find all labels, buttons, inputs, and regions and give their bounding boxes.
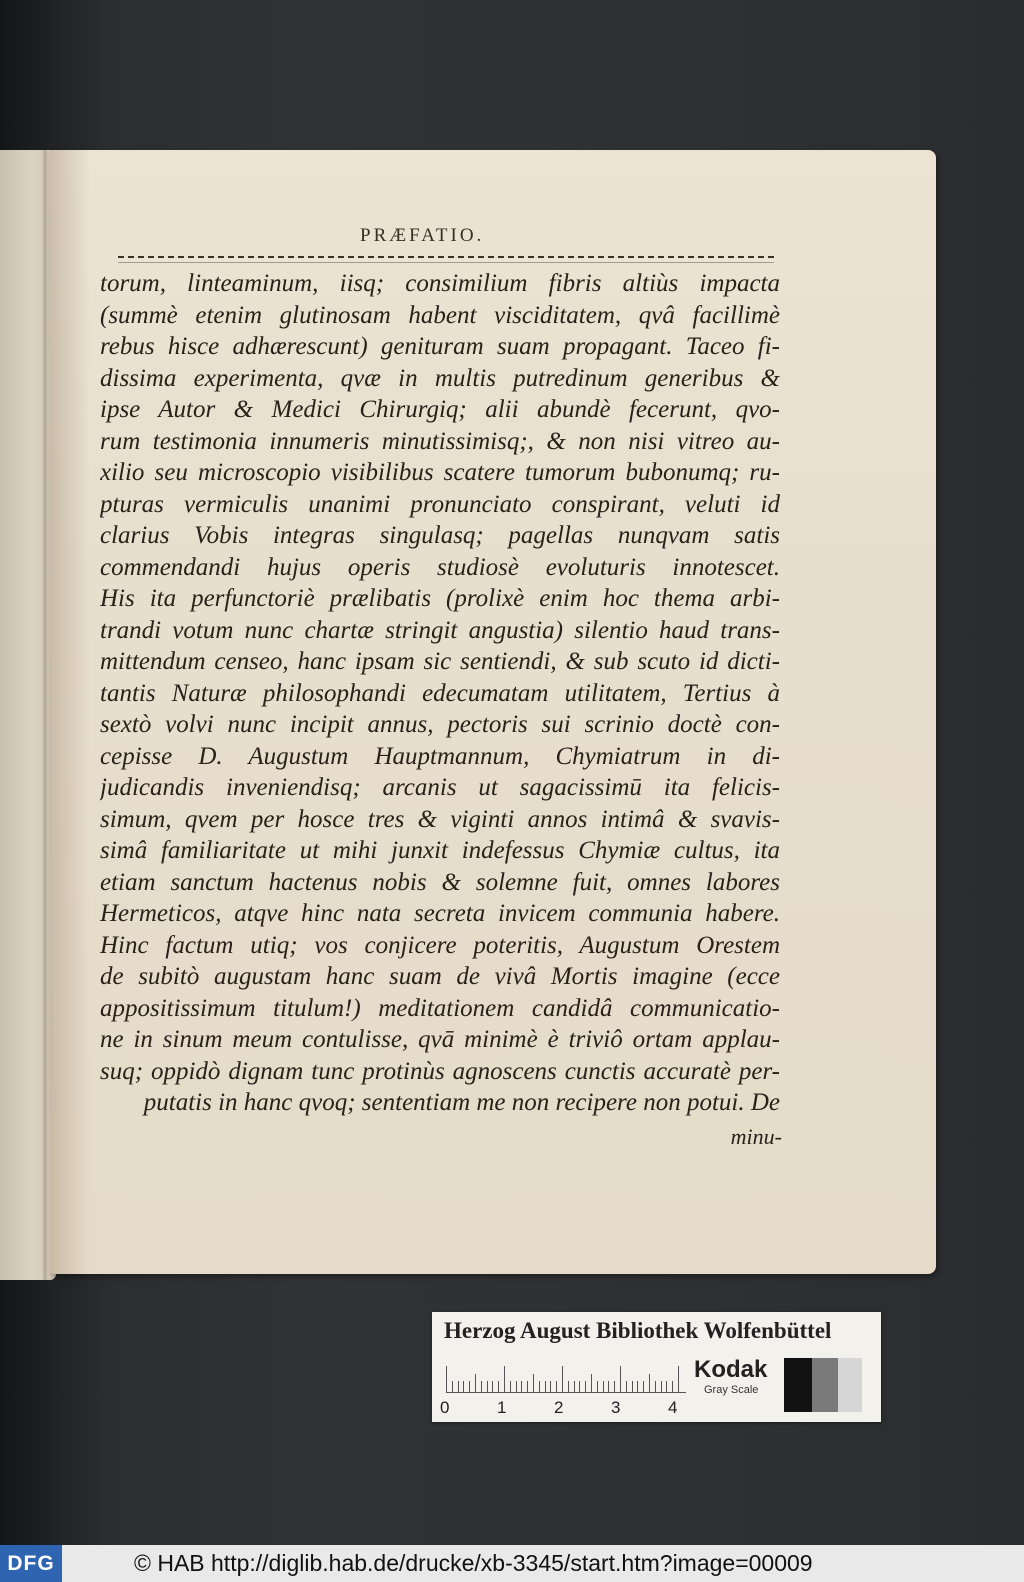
ruler-tick (678, 1366, 679, 1392)
ruler-tick (533, 1374, 534, 1392)
ruler-tick (661, 1381, 662, 1392)
text-line: clarius Vobis integras singulasq; pagellas nunqvam satis (100, 522, 780, 549)
text-line: trandi votum nunc chartæ stringit angustia) silentio haud trans- (100, 616, 780, 644)
kodak-logo: Kodak (694, 1356, 768, 1383)
ruler-tick (603, 1381, 604, 1392)
footer-bar (0, 1545, 1024, 1582)
ruler-tick (620, 1366, 621, 1392)
gray-patch-black (784, 1358, 812, 1412)
text-line: pturas vermiculis unanimi pronunciato conspirant, veluti id (100, 490, 780, 518)
text-line: judicandis inveniendisq; arcanis ut sagacissimū ita felicis- (100, 774, 780, 801)
left-page-edge (0, 150, 56, 1280)
ruler-tick (463, 1381, 464, 1392)
text-line: tantis Naturæ philosophandi edecumatam utilitatem, Tertius à (100, 679, 780, 707)
text-line: ne in sinum meum contulisse, qvā minimè è triviô ortam applau- (100, 1026, 780, 1053)
ruler-tick (608, 1381, 609, 1392)
ruler-tick (498, 1381, 499, 1392)
text-line: Hermeticos, atqve hinc nata secreta invicem communia habere. (100, 900, 780, 927)
text-line: commendandi hujus operis studiosè evoluturis innotescet. (100, 553, 780, 581)
text-line: His ita perfunctoriè prælibatis (prolixè enim hoc thema arbi- (100, 585, 780, 612)
ruler-tick (481, 1381, 482, 1392)
text-line: etiam sanctum hactenus nobis & solemne fuit, omnes labores (100, 868, 780, 896)
gray-patch-light (838, 1358, 862, 1412)
dfg-logo: DFG (0, 1545, 62, 1582)
text-line: xilio seu microscopio visibilibus scatere tumorum bubonumq; ru- (100, 459, 780, 486)
gray-scale-label: Gray Scale (704, 1384, 759, 1396)
ruler-tick (579, 1381, 580, 1392)
text-line: sextò volvi nunc incipit annus, pectoris sui scrinio doctè con- (100, 711, 780, 738)
ruler-tick (510, 1381, 511, 1392)
text-line: cepisse D. Augustum Hauptmannum, Chymiatrum in di- (100, 742, 780, 770)
text-line: rebus hisce adhærescunt) genituram suam propagant. Taceo fi- (100, 333, 780, 360)
ruler-tick (539, 1381, 540, 1392)
ruler-tick (632, 1381, 633, 1392)
ruler-tick (672, 1381, 673, 1392)
text-line: torum, linteaminum, iisq; consimilium fibris altiùs impacta (100, 270, 780, 297)
page-text (100, 268, 780, 1119)
institution-name: Herzog August Bibliothek Wolfenbüttel (444, 1318, 832, 1343)
ruler-tick (452, 1381, 453, 1392)
header-rule (118, 256, 774, 263)
ruler-tick (492, 1381, 493, 1392)
text-line: suq; oppidò dignam tunc protinùs agnoscens cunctis accuratè per- (100, 1057, 780, 1085)
color-card (432, 1312, 881, 1422)
ruler-tick (655, 1381, 656, 1392)
ruler-tick (487, 1381, 488, 1392)
ruler-number: 2 (554, 1398, 564, 1417)
text-line: simum, qvem per hosce tres & viginti annos intimâ & svavis- (100, 805, 780, 833)
ruler-tick (637, 1381, 638, 1392)
ruler-number: 4 (668, 1398, 678, 1417)
ruler-tick (521, 1381, 522, 1392)
gray-patch-dark (812, 1358, 838, 1412)
ruler-tick (550, 1381, 551, 1392)
ruler-tick (504, 1366, 505, 1392)
text-line: mittendum censeo, hanc ipsam sic sentiendi, & sub scuto id dicti- (100, 648, 780, 675)
ruler-tick (597, 1381, 598, 1392)
ruler-tick (643, 1381, 644, 1392)
ruler-tick (527, 1381, 528, 1392)
ruler-tick (585, 1381, 586, 1392)
catchword: minu- (730, 1124, 782, 1149)
copyright-link[interactable]: © HAB http://diglib.hab.de/drucke/xb-3345/start.htm?image=00009 (134, 1550, 813, 1576)
ruler-tick (614, 1381, 615, 1392)
ruler-tick (666, 1381, 667, 1392)
text-line: de subitò augustam hanc suam de vivâ Mortis imagine (ecce (100, 963, 780, 990)
ruler-tick (574, 1381, 575, 1392)
ruler-tick (568, 1381, 569, 1392)
text-line: ipse Autor & Medici Chirurgiq; alii abundè fecerunt, qvo- (100, 396, 780, 423)
ruler-tick (649, 1374, 650, 1392)
ruler-tick (626, 1381, 627, 1392)
ruler-tick (545, 1381, 546, 1392)
ruler-tick (446, 1366, 447, 1392)
ruler-numbers (440, 1398, 700, 1418)
text-line: appositissimum titulum!) meditationem candidâ communicatio- (100, 994, 780, 1022)
ruler-number: 3 (611, 1398, 621, 1417)
text-line: (summè etenim glutinosam habent visciditatem, qvâ facillimè (100, 301, 780, 329)
ruler-scale (446, 1362, 686, 1393)
text-line: putatis in hanc qvoq; sententiam me non recipere non potui. De (143, 1089, 780, 1116)
ruler-tick (516, 1381, 517, 1392)
ruler-tick (469, 1381, 470, 1392)
ruler-number: 0 (440, 1398, 450, 1417)
text-line: simâ familiaritate ut mihi junxit indefessus Chymiæ cultus, ita (100, 837, 780, 864)
text-line: rum testimonia innumeris minutissimisq;, & non nisi vitreo au- (100, 427, 780, 455)
ruler-tick (556, 1381, 557, 1392)
ruler-tick (475, 1374, 476, 1392)
ruler-tick (458, 1381, 459, 1392)
ruler-tick (591, 1374, 592, 1392)
ruler-tick (562, 1366, 563, 1392)
page-header: PRÆFATIO. (360, 225, 485, 246)
text-line: dissima experimenta, qvæ in multis putredinum generibus & (100, 364, 780, 392)
text-line: Hinc factum utiq; vos conjicere poteritis, Augustum Orestem (100, 931, 780, 959)
ruler-number: 1 (497, 1398, 507, 1417)
